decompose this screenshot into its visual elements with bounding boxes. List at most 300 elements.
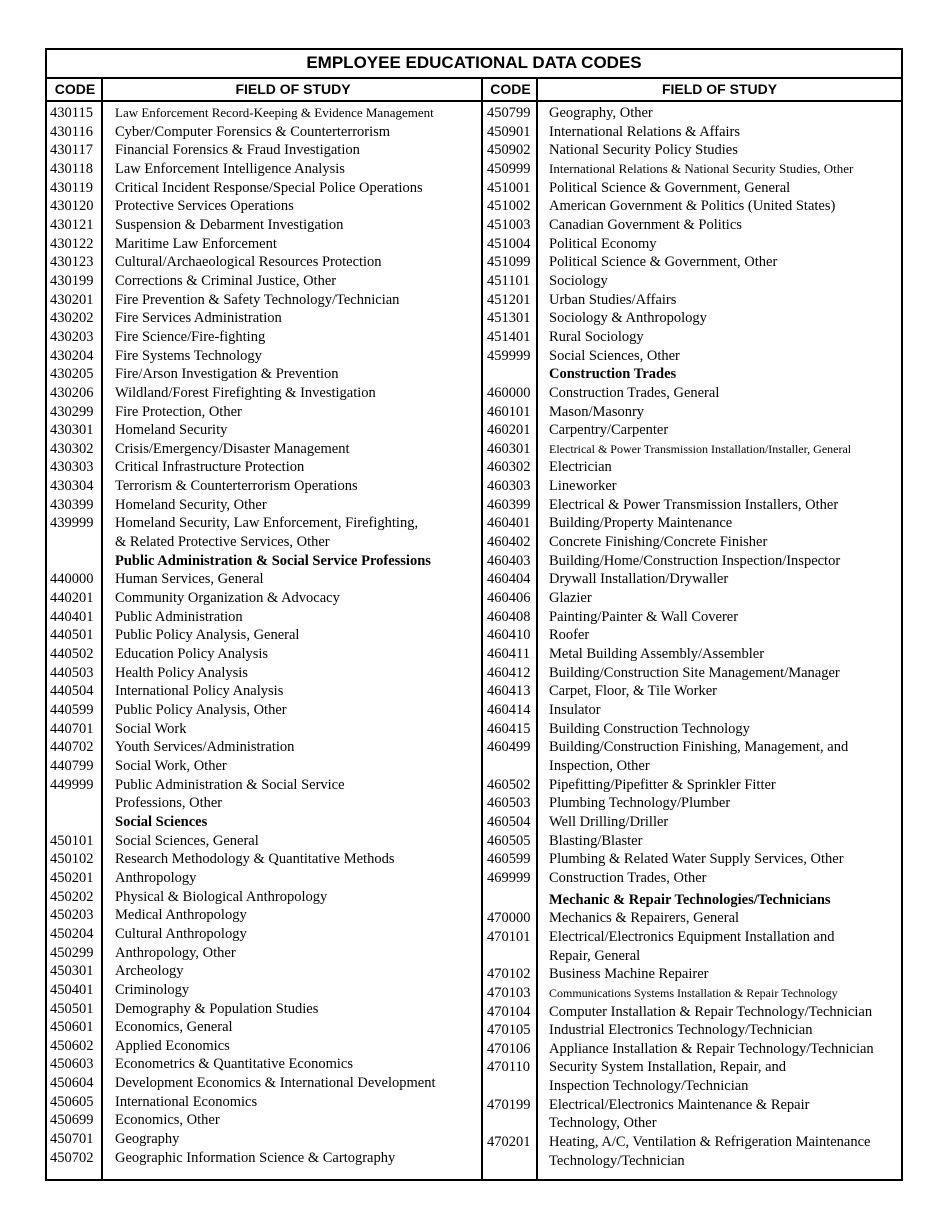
field-cell: Social Work, Other	[115, 757, 227, 774]
field-cell: Fire Systems Technology	[115, 347, 262, 364]
field-cell: National Security Policy Studies	[549, 142, 738, 159]
code-cell: 460599	[487, 851, 531, 868]
table-row	[50, 141, 481, 160]
code-cell: 450299	[50, 944, 94, 961]
code-cell: 430199	[50, 272, 94, 289]
code-cell: 450902	[487, 142, 531, 159]
code-cell: 430303	[50, 459, 94, 476]
field-cell: & Related Protective Services, Other	[115, 534, 330, 551]
table-row	[487, 552, 901, 571]
field-cell: Electrical & Power Transmission Installation/Installer, General	[549, 441, 852, 456]
field-cell: Geographic Information Science & Cartography	[115, 1149, 396, 1166]
field-cell: Wildland/Forest Firefighting & Investigation	[115, 384, 376, 401]
field-cell: Pipefitting/Pipefitter & Sprinkler Fitter	[549, 776, 776, 793]
table-row	[50, 832, 481, 851]
field-cell: Heating, A/C, Ventilation & Refrigeration Maintenance	[549, 1134, 871, 1151]
code-cell: 450501	[50, 1000, 94, 1017]
table-row	[50, 738, 481, 757]
table-row	[50, 160, 481, 179]
field-cell: Financial Forensics & Fraud Investigation	[115, 142, 360, 159]
field-cell: Physical & Biological Anthropology	[115, 888, 328, 905]
table-row	[50, 477, 481, 496]
field-cell: Canadian Government & Politics	[549, 216, 742, 233]
field-cell: Professions, Other	[115, 795, 223, 812]
table-row	[487, 179, 901, 198]
table-row	[487, 664, 901, 683]
field-cell: Homeland Security, Other	[115, 496, 267, 513]
field-cell: Sociology	[549, 272, 608, 289]
field-cell: Social Sciences, General	[115, 832, 259, 849]
code-cell: 460399	[487, 496, 531, 513]
field-cell: Development Economics & International Development	[115, 1075, 436, 1092]
field-cell: Business Machine Repairer	[549, 966, 709, 983]
code-cell: 460414	[487, 702, 531, 718]
table-row	[50, 328, 481, 347]
table-row	[487, 608, 901, 627]
code-cell: 460411	[487, 646, 530, 663]
code-cell: 470199	[487, 1096, 531, 1113]
table-row	[487, 909, 901, 928]
code-cell: 460201	[487, 422, 531, 439]
table-row	[50, 1111, 481, 1130]
table-row	[487, 682, 901, 701]
code-cell: 470102	[487, 966, 531, 983]
field-cell: Anthropology, Other	[115, 944, 236, 961]
table-row	[487, 645, 901, 664]
code-cell: 460403	[487, 552, 531, 569]
table-row	[50, 104, 481, 123]
field-cell: Electrical/Electronics Equipment Installation and	[549, 928, 835, 945]
field-cell: Well Drilling/Driller	[549, 813, 669, 830]
table-row	[487, 197, 901, 216]
field-cell: Construction Trades, Other	[549, 869, 707, 886]
table-row	[487, 738, 901, 757]
field-cell: Inspection, Other	[549, 757, 650, 774]
code-cell: 459999	[487, 347, 531, 364]
code-cell: 440401	[50, 608, 94, 625]
table-row	[50, 589, 481, 608]
table-row	[487, 757, 901, 776]
code-cell: 450901	[487, 123, 531, 140]
table-row	[487, 1021, 901, 1040]
field-cell: Blasting/Blaster	[549, 832, 643, 849]
table-row	[487, 309, 901, 328]
table-row	[487, 514, 901, 533]
field-cell: Public Administration & Social Service	[115, 776, 345, 793]
field-cell: International Economics	[115, 1093, 258, 1110]
code-cell: 460408	[487, 608, 531, 625]
field-cell: Cyber/Computer Forensics & Counterterrorism	[115, 123, 391, 140]
table-row	[487, 701, 901, 720]
code-cell: 440799	[50, 757, 94, 774]
code-cell: 449999	[50, 776, 94, 793]
code-cell: 450799	[487, 105, 531, 121]
table-row	[50, 645, 481, 664]
table-row	[487, 123, 901, 142]
code-cell	[487, 757, 549, 776]
field-cell: Archeology	[115, 963, 184, 980]
code-cell: 430299	[50, 403, 94, 420]
code-cell: 470105	[487, 1022, 531, 1039]
field-cell: Mason/Masonry	[549, 403, 645, 420]
table-row	[50, 664, 481, 683]
code-cell: 460303	[487, 478, 531, 495]
field-cell: Public Administration	[115, 608, 243, 625]
code-cell: 470201	[487, 1134, 531, 1151]
field-cell: Metal Building Assembly/Assembler	[549, 646, 765, 663]
table-row	[50, 291, 481, 310]
field-cell: Carpet, Floor, & Tile Worker	[549, 683, 717, 700]
field-cell: Electrician	[549, 459, 612, 476]
field-cell: Technology, Other	[549, 1115, 657, 1132]
field-cell: Applied Economics	[115, 1037, 230, 1054]
code-cell: 440503	[50, 664, 94, 681]
table-row	[487, 570, 901, 589]
field-cell: Roofer	[549, 627, 590, 644]
table-row	[50, 347, 481, 366]
table-row	[487, 104, 901, 123]
code-cell: 430118	[50, 160, 93, 177]
table-row	[487, 496, 901, 515]
right-code-header: CODE	[483, 79, 538, 102]
code-cell: 460499	[487, 739, 531, 756]
table-row	[50, 869, 481, 888]
code-cell: 450301	[50, 963, 94, 980]
table-row	[50, 403, 481, 422]
field-cell: Plumbing & Related Water Supply Services, Other	[549, 851, 844, 868]
field-cell: Security System Installation, Repair, and	[549, 1059, 787, 1076]
field-cell: Research Methodology & Quantitative Methods	[115, 851, 395, 868]
table-row	[50, 888, 481, 907]
code-cell: 460415	[487, 720, 531, 737]
table-row	[50, 235, 481, 254]
code-cell: 450202	[50, 888, 94, 905]
code-cell: 460401	[487, 515, 531, 532]
section-heading: Mechanic & Repair Technologies/Technicians	[549, 891, 831, 908]
section-heading: Social Sciences	[115, 813, 208, 830]
table-row	[487, 794, 901, 813]
field-cell: Fire Protection, Other	[115, 403, 242, 420]
table-row	[50, 1074, 481, 1093]
table-row	[50, 720, 481, 739]
field-cell: Building/Property Maintenance	[549, 515, 733, 532]
table-row	[487, 291, 901, 310]
codes-table	[45, 48, 903, 1181]
field-cell: Homeland Security	[115, 422, 228, 439]
table-row	[487, 253, 901, 272]
code-cell: 440502	[50, 646, 94, 663]
field-cell: Urban Studies/Affairs	[549, 291, 677, 308]
table-row	[487, 832, 901, 851]
field-cell: Inspection Technology/Technician	[549, 1078, 749, 1095]
code-cell: 470101	[487, 928, 531, 945]
field-cell: Social Work	[115, 720, 187, 737]
table-row	[50, 794, 481, 813]
field-cell: Fire Services Administration	[115, 310, 282, 327]
field-cell: Public Policy Analysis, General	[115, 627, 300, 644]
table-row	[487, 1077, 901, 1096]
code-cell: 450601	[50, 1019, 94, 1036]
left-column	[50, 104, 481, 1167]
code-cell: 460406	[487, 590, 531, 607]
code-cell: 440501	[50, 627, 94, 644]
field-cell: Building/Home/Construction Inspection/Inspector	[549, 552, 841, 569]
code-cell	[50, 533, 115, 552]
code-cell: 460410	[487, 627, 531, 644]
field-cell: Glazier	[549, 590, 592, 607]
field-cell: Public Policy Analysis, Other	[115, 702, 287, 718]
table-row	[487, 869, 901, 888]
table-row	[50, 608, 481, 627]
table-row	[50, 906, 481, 925]
field-cell: Protective Services Operations	[115, 198, 294, 215]
code-cell: 460301	[487, 440, 531, 457]
field-cell: Building/Construction Site Management/Manager	[549, 664, 840, 681]
section-heading-row	[50, 552, 481, 571]
field-cell: Fire Science/Fire-fighting	[115, 328, 266, 345]
field-cell: Drywall Installation/Drywaller	[549, 571, 729, 588]
code-cell: 451099	[487, 254, 531, 271]
field-cell: Cultural/Archaeological Resources Protection	[115, 254, 382, 271]
table-row	[487, 1096, 901, 1115]
table-row	[50, 850, 481, 869]
field-cell: Industrial Electronics Technology/Technician	[549, 1022, 813, 1039]
field-cell: Repair, General	[549, 947, 641, 964]
code-cell: 450605	[50, 1093, 94, 1110]
code-cell: 451003	[487, 216, 531, 233]
code-cell: 451004	[487, 235, 531, 252]
field-cell: Building Construction Technology	[549, 720, 750, 737]
code-cell: 460413	[487, 683, 531, 700]
field-cell: Anthropology	[115, 869, 197, 886]
code-cell	[487, 947, 549, 966]
code-cell: 440701	[50, 720, 94, 737]
code-cell: 450603	[50, 1056, 94, 1073]
code-cell: 460412	[487, 664, 531, 681]
table-row	[50, 1093, 481, 1112]
table-row	[50, 570, 481, 589]
table-row	[50, 384, 481, 403]
section-heading: Public Administration & Social Service Professions	[115, 552, 431, 569]
code-cell: 450102	[50, 851, 94, 868]
code-cell: 430304	[50, 478, 94, 495]
code-cell	[487, 365, 549, 384]
code-cell: 470103	[487, 984, 531, 1001]
code-cell	[50, 813, 115, 832]
code-cell: 460504	[487, 813, 531, 830]
code-cell: 450699	[50, 1112, 94, 1129]
field-cell: Electrical/Electronics Maintenance & Repair	[549, 1096, 810, 1113]
table-row	[50, 123, 481, 142]
table-row	[50, 1000, 481, 1019]
table-row	[487, 160, 901, 179]
code-cell: 450203	[50, 907, 94, 924]
table-row	[487, 947, 901, 966]
code-cell	[487, 1114, 549, 1133]
code-cell: 460503	[487, 795, 531, 812]
section-heading-row	[50, 813, 481, 832]
code-cell: 439999	[50, 515, 94, 532]
table-row	[487, 1133, 901, 1152]
code-cell: 451401	[487, 328, 531, 345]
field-cell: Human Services, General	[115, 571, 264, 588]
field-cell: Sociology & Anthropology	[549, 310, 707, 327]
field-cell: Concrete Finishing/Concrete Finisher	[549, 534, 768, 551]
code-cell: 430399	[50, 496, 94, 513]
code-cell: 451001	[487, 179, 531, 196]
table-row	[50, 1037, 481, 1056]
section-heading: Construction Trades	[549, 366, 677, 383]
field-cell: Political Science & Government, Other	[549, 254, 778, 271]
table-row	[50, 365, 481, 384]
code-cell	[50, 552, 115, 571]
table-row	[487, 403, 901, 422]
section-heading-row	[487, 365, 901, 384]
field-cell: Economics, Other	[115, 1112, 220, 1129]
code-cell: 470104	[487, 1003, 531, 1020]
field-cell: Political Economy	[549, 235, 657, 252]
table-row	[50, 179, 481, 198]
table-row	[50, 496, 481, 515]
table-row	[50, 197, 481, 216]
code-cell: 460502	[487, 776, 531, 793]
table-row	[487, 776, 901, 795]
table-row	[487, 1058, 901, 1077]
code-cell: 450204	[50, 925, 94, 942]
table-row	[50, 216, 481, 235]
field-cell: Economics, General	[115, 1019, 233, 1036]
field-cell: Fire Prevention & Safety Technology/Technician	[115, 291, 400, 308]
field-cell: Rural Sociology	[549, 328, 644, 345]
code-cell: 460402	[487, 534, 531, 551]
table-row	[50, 458, 481, 477]
table-row	[50, 776, 481, 795]
code-cell: 440504	[50, 683, 94, 700]
code-cell: 469999	[487, 869, 531, 886]
table-row	[50, 925, 481, 944]
code-cell: 430203	[50, 328, 94, 345]
right-field-header: FIELD OF STUDY	[538, 79, 901, 102]
field-cell: International Relations & National Security Studies, Other	[549, 160, 854, 176]
field-cell: American Government & Politics (United States)	[549, 198, 836, 215]
field-cell: Lineworker	[549, 478, 617, 495]
table-row	[50, 981, 481, 1000]
page-title: EMPLOYEE EDUCATIONAL DATA CODES	[47, 50, 901, 79]
field-cell: International Policy Analysis	[115, 683, 284, 700]
field-cell: Computer Installation & Repair Technology/Technician	[549, 1003, 873, 1020]
table-row	[487, 384, 901, 403]
field-cell: Homeland Security, Law Enforcement, Firefighting,	[115, 515, 419, 532]
field-cell: Technology/Technician	[549, 1152, 685, 1169]
code-cell: 440201	[50, 590, 94, 607]
code-cell: 451301	[487, 310, 531, 327]
table-row	[50, 757, 481, 776]
code-cell: 430204	[50, 347, 94, 364]
field-cell: Painting/Painter & Wall Coverer	[549, 608, 739, 625]
field-cell: Carpentry/Carpenter	[549, 422, 669, 439]
table-row	[487, 216, 901, 235]
table-row	[50, 701, 481, 720]
table-row	[50, 421, 481, 440]
left-code-header: CODE	[47, 79, 103, 102]
code-cell: 460000	[487, 384, 531, 401]
code-cell	[487, 1077, 549, 1096]
code-cell: 440000	[50, 571, 94, 588]
table-row	[487, 533, 901, 552]
field-cell: Terrorism & Counterterrorism Operations	[115, 478, 358, 495]
field-cell: Electrical & Power Transmission Installers, Other	[549, 496, 839, 513]
table-row	[487, 589, 901, 608]
table-row	[487, 984, 901, 1003]
table-row	[50, 962, 481, 981]
field-cell: International Relations & Affairs	[549, 123, 741, 140]
field-cell: Criminology	[115, 981, 190, 998]
code-cell	[487, 891, 549, 910]
code-cell: 430301	[50, 422, 94, 439]
field-cell: Crisis/Emergency/Disaster Management	[115, 440, 350, 457]
code-cell: 430120	[50, 198, 94, 215]
code-cell: 430201	[50, 291, 94, 308]
field-cell: Medical Anthropology	[115, 907, 247, 924]
table-row	[487, 272, 901, 291]
table-row	[50, 1018, 481, 1037]
code-cell: 430117	[50, 142, 93, 159]
code-cell: 460505	[487, 832, 531, 849]
code-cell: 440702	[50, 739, 94, 756]
code-cell: 430121	[50, 216, 94, 233]
field-cell: Cultural Anthropology	[115, 925, 247, 942]
code-cell: 450101	[50, 832, 94, 849]
code-cell: 451002	[487, 198, 531, 215]
table-row	[50, 253, 481, 272]
table-row	[50, 1055, 481, 1074]
code-cell: 460404	[487, 571, 531, 588]
table-row	[50, 626, 481, 645]
table-row	[50, 533, 481, 552]
code-cell: 460302	[487, 459, 531, 476]
code-cell	[50, 794, 115, 813]
field-cell: Fire/Arson Investigation & Prevention	[115, 366, 339, 383]
table-row	[487, 1003, 901, 1022]
code-cell: 450701	[50, 1131, 94, 1148]
field-cell: Communications Systems Installation & Repair Technology	[549, 985, 838, 1000]
field-cell: Health Policy Analysis	[115, 664, 248, 681]
code-cell: 451101	[487, 272, 530, 289]
code-cell: 440599	[50, 702, 94, 718]
column-divider	[481, 79, 483, 1179]
table-row	[487, 141, 901, 160]
field-cell: Geography	[115, 1131, 180, 1148]
code-cell: 430115	[50, 105, 93, 121]
field-cell: Econometrics & Quantitative Economics	[115, 1056, 353, 1073]
table-row	[487, 813, 901, 832]
code-cell: 450604	[50, 1075, 94, 1092]
table-row	[487, 347, 901, 366]
code-cell: 430206	[50, 384, 94, 401]
code-cell: 460101	[487, 403, 531, 420]
table-row	[487, 850, 901, 869]
field-cell: Building/Construction Finishing, Management, and	[549, 739, 849, 756]
field-cell: Critical Incident Response/Special Police Operations	[115, 179, 423, 196]
code-cell	[487, 1152, 549, 1171]
code-cell: 450602	[50, 1037, 94, 1054]
field-cell: Law Enforcement Record-Keeping & Evidence Management	[115, 105, 434, 120]
code-cell: 470106	[487, 1040, 531, 1057]
field-cell: Corrections & Criminal Justice, Other	[115, 272, 337, 289]
code-cell: 430205	[50, 366, 94, 383]
right-column	[487, 104, 901, 1170]
field-cell: Community Organization & Advocacy	[115, 590, 340, 607]
